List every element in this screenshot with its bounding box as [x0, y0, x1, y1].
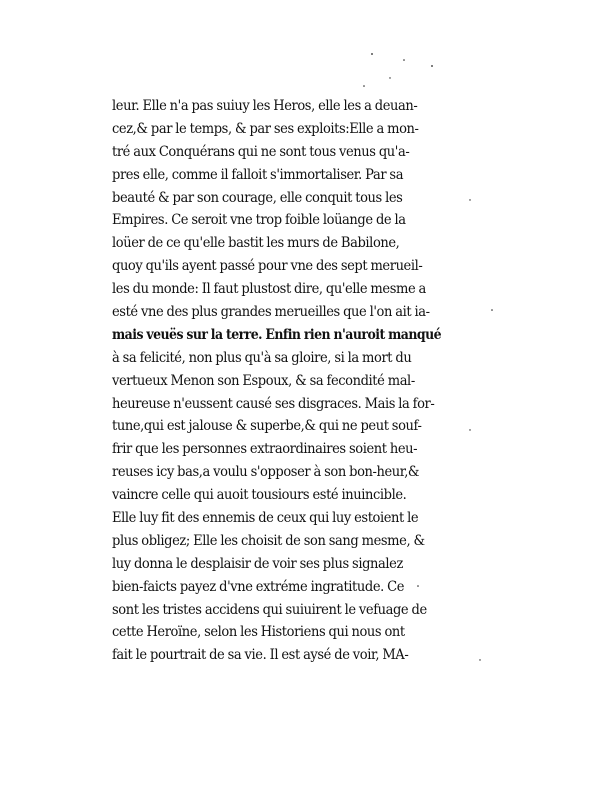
text-line: mais veuës sur la terre. Enfin rien n'auroit manqué — [112, 326, 442, 343]
text-line: vaincre celle qui auoit tousiours esté inuincible. — [112, 487, 407, 504]
text-line: pres elle, comme il falloit s'immortaliser. Par sa — [112, 166, 404, 183]
text-line: bien-faicts payez d'vne extréme ingratitude. Ce — [112, 578, 405, 595]
text-line: cette Heroïne, selon les Historiens qui nous ont — [112, 624, 405, 641]
text-line: leur. Elle n'a pas suiuy les Heros, elle les a deuan- — [112, 98, 418, 114]
text-line: luy donna le desplaisir de voir ses plus signalez — [112, 555, 403, 572]
text-line: loüer de ce qu'elle bastit les murs de Babilone, — [112, 235, 400, 252]
text-line: esté vne des plus grandes merueilles que l'on ait ia- — [112, 304, 430, 321]
page-text — [112, 95, 442, 667]
text-line: vertueux Menon son Espoux, & sa fecondité mal- — [112, 372, 415, 389]
text-line: les du monde: Il faut plustost dire, qu'elle mesme a — [112, 281, 426, 298]
text-line: cez,& par le temps, & par ses exploits:Elle a mon- — [112, 120, 419, 137]
text-line: fait le pourtrait de sa vie. Il est aysé de voir, MA- — [112, 647, 409, 664]
text-line: à sa felicité, non plus qu'à sa gloire, si la mort du — [112, 349, 412, 366]
text-line: frir que les personnes extraordinaires soient heu- — [112, 441, 418, 458]
text-line: sont les tristes accidens qui suiuirent le vefuage de — [112, 601, 427, 618]
text-line: beauté & par son courage, elle conquit tous les — [112, 189, 403, 206]
text-line: tune,qui est jalouse & superbe,& qui ne peut souf- — [112, 418, 422, 435]
text-line: quoy qu'ils ayent passé pour vne des sept merueil- — [112, 258, 423, 275]
text-line: Empires. Ce seroit vne trop foible loüange de la — [112, 212, 406, 229]
text-line: reuses icy bas,a voulu s'opposer à son bon-heur,& — [112, 464, 420, 481]
text-line: Elle luy fit des ennemis de ceux qui luy estoient le — [112, 510, 419, 527]
text-line: plus obligez; Elle les choisit de son sang mesme, & — [112, 532, 425, 549]
text-line: tré aux Conquérans qui ne sont tous venus qu'a- — [112, 143, 410, 160]
text-line: heureuse n'eussent causé ses disgraces. Mais la for- — [112, 395, 435, 412]
